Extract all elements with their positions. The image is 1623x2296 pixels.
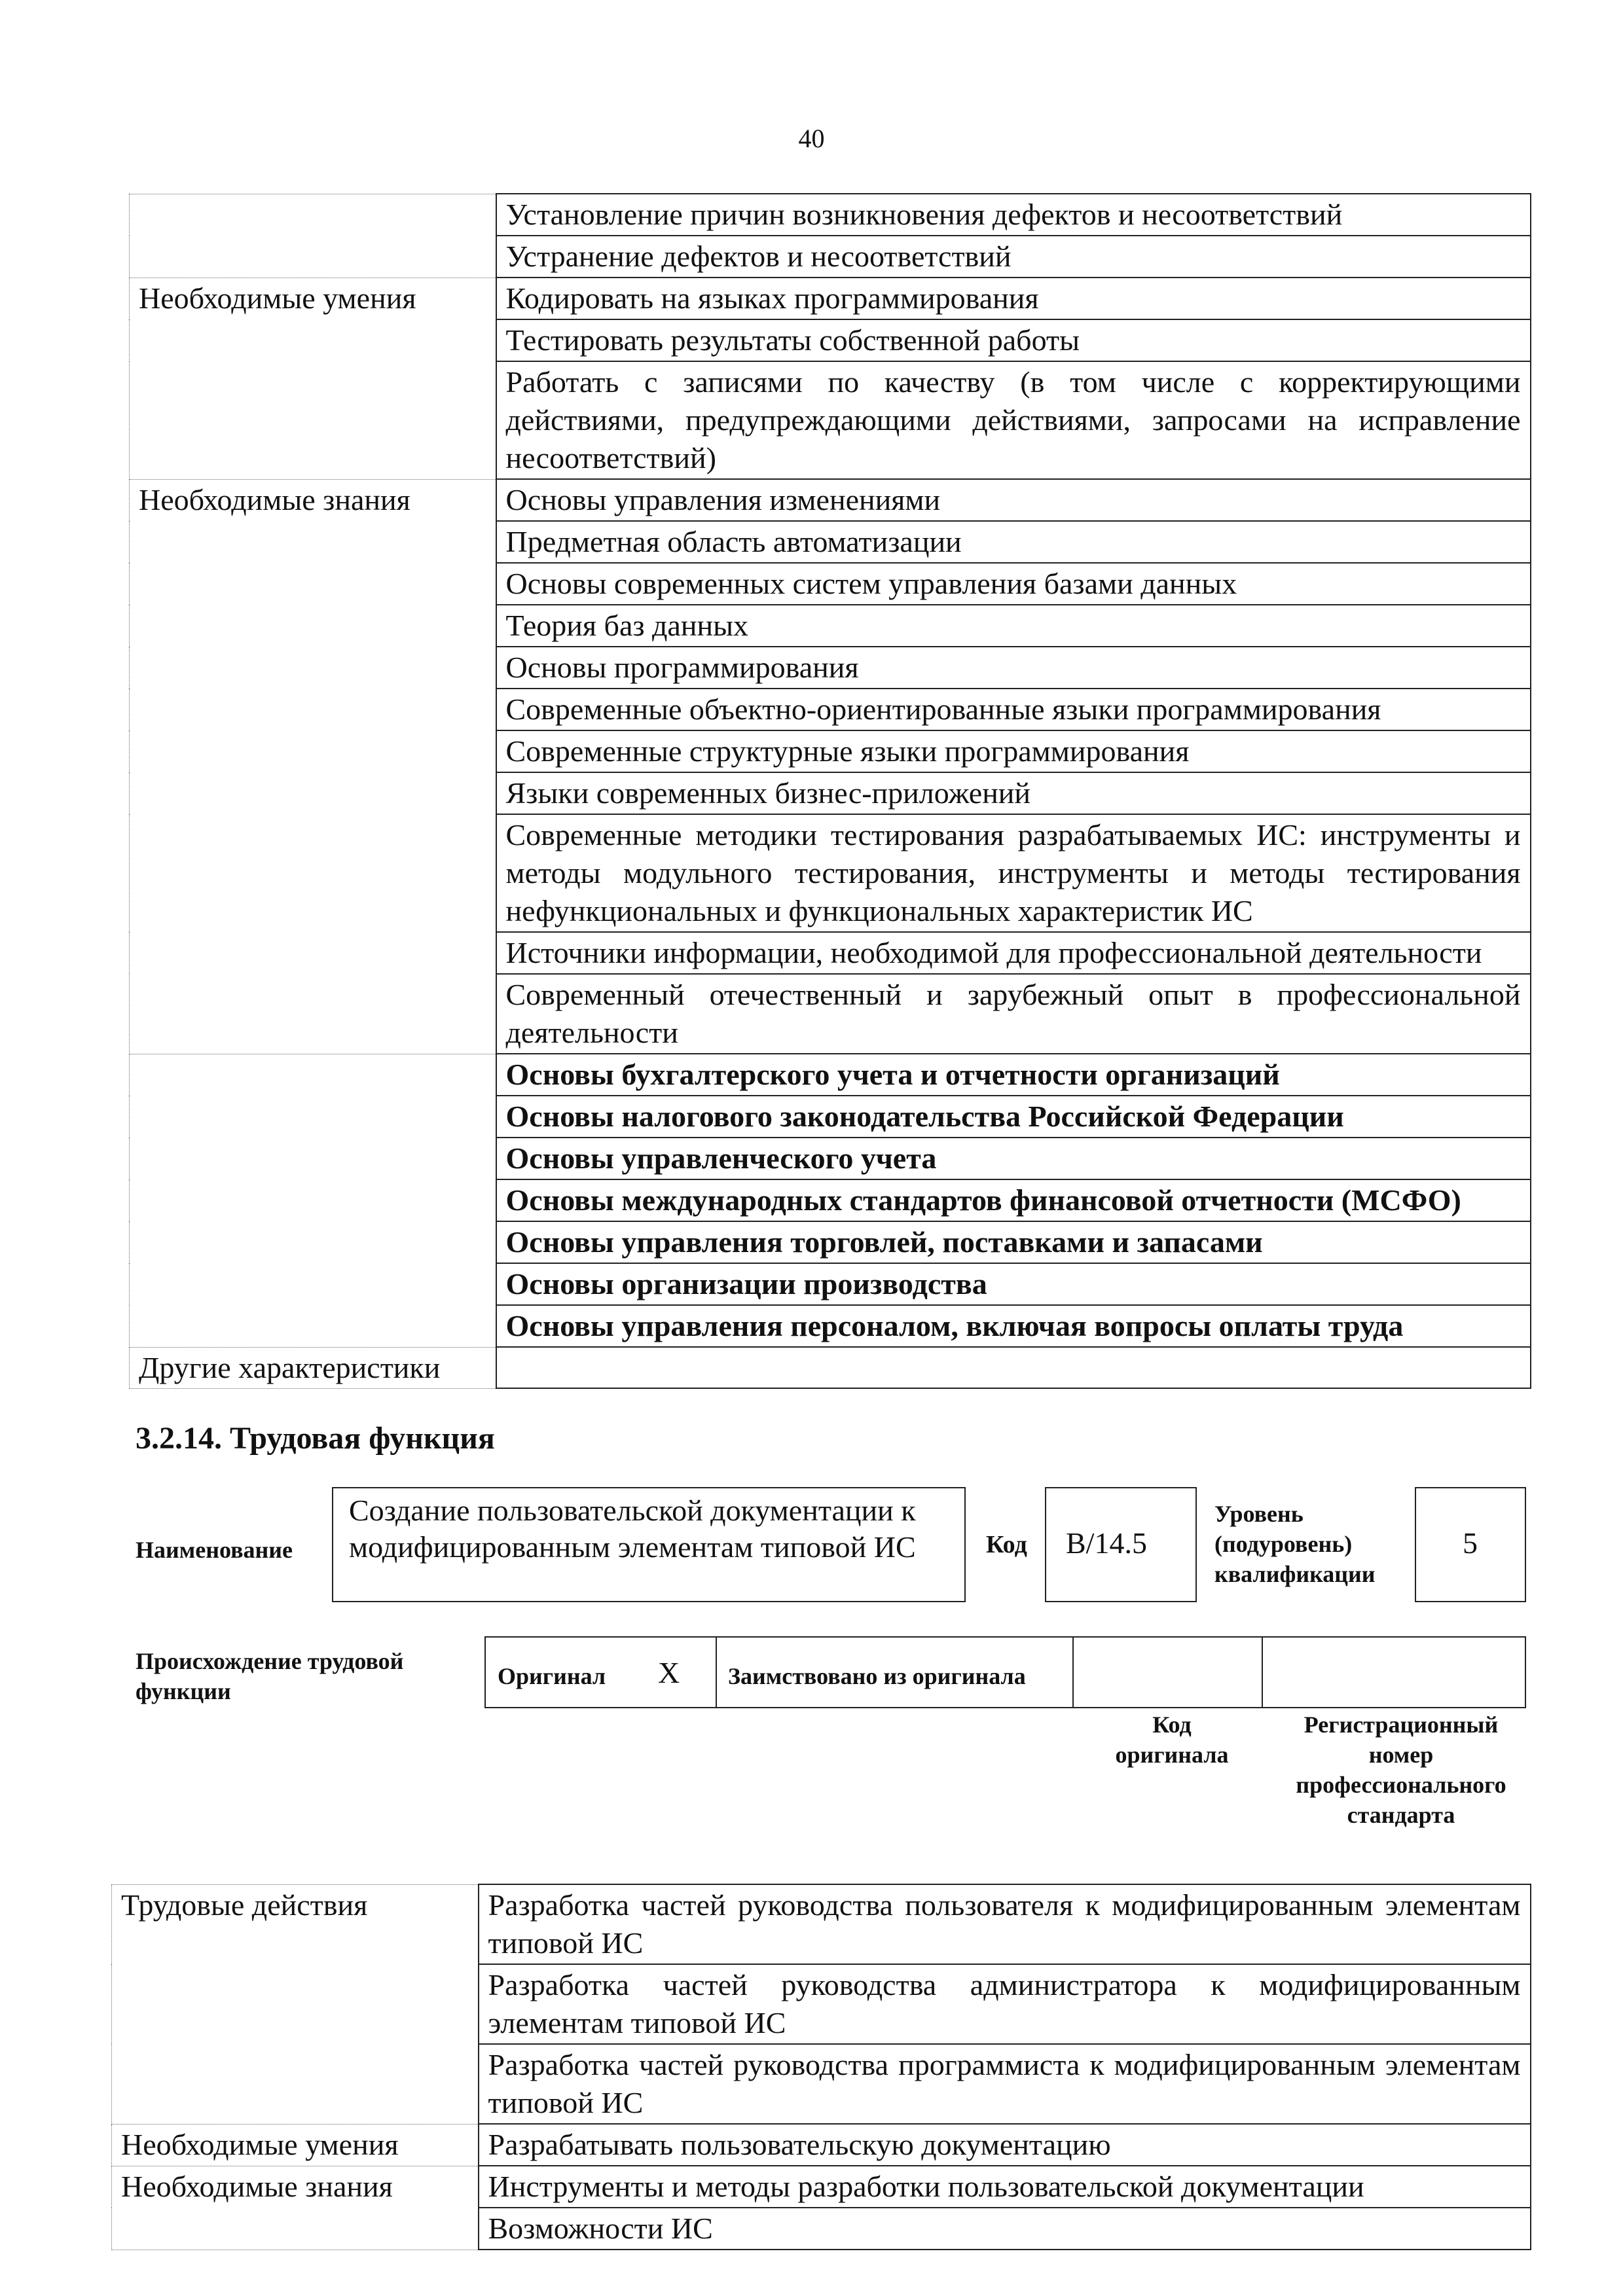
row-value: Установление причин возникновения дефектов и несоответствий — [496, 194, 1531, 236]
row-value — [496, 1347, 1531, 1388]
level-box — [1415, 1487, 1526, 1602]
row-value: Основы управления изменениями — [496, 479, 1531, 521]
origin-divider — [716, 1636, 718, 1708]
row-label: Необходимые знания — [112, 2166, 479, 2250]
row-value: Основы бухгалтерского учета и отчетности организаций — [496, 1054, 1531, 1096]
row-label: Необходимые умения — [112, 2124, 479, 2166]
name-box — [332, 1487, 966, 1602]
code-value: B/14.5 — [1066, 1526, 1147, 1560]
table-row — [130, 278, 1531, 319]
name-label: Наименование — [136, 1537, 293, 1563]
table-row — [130, 479, 1531, 521]
name-value: Создание пользовательской документации к модифицированным элементам типовой ИС — [349, 1494, 916, 1564]
original-label: Оригинал — [498, 1663, 606, 1689]
origin-label: Происхождение трудовой функции — [136, 1648, 404, 1704]
table-row — [130, 194, 1531, 236]
row-value: Разрабатывать пользовательскую документацию — [479, 2124, 1531, 2166]
row-value: Основы управления торговлей, поставками и запасами — [496, 1221, 1531, 1263]
row-value: Основы международных стандартов финансовой отчетности (МСФО) — [496, 1179, 1531, 1221]
row-value: Основы программирования — [496, 647, 1531, 689]
page-number: 40 — [798, 124, 825, 153]
row-value: Современный отечественный и зарубежный опыт в профессиональной деятельности — [496, 974, 1531, 1054]
row-label: Необходимые знания — [130, 479, 496, 1054]
row-value: Возможности ИС — [479, 2208, 1531, 2250]
row-value: Основы управления персоналом, включая вопросы оплаты труда — [496, 1305, 1531, 1347]
row-value: Предметная область автоматизации — [496, 521, 1531, 563]
row-value: Разработка частей руководства программиста к модифицированным элементам типовой ИС — [479, 2044, 1531, 2124]
level-label: Уровень (подуровень) квалификации — [1214, 1501, 1376, 1587]
row-value: Теория баз данных — [496, 605, 1531, 647]
row-value: Источники информации, необходимой для профессиональной деятельности — [496, 932, 1531, 974]
reg-number-caption: Регистрационный номер профессионального стандарта — [1296, 1712, 1506, 1828]
row-value: Работать с записями по качеству (в том числе с корректирующими действиями, предупреждающими действиями, запросами на исправление несоответствий) — [496, 361, 1531, 479]
row-value: Основы налогового законодательства Российской Федерации — [496, 1096, 1531, 1138]
code-original-caption: Код оригинала — [1115, 1712, 1229, 1768]
row-value: Разработка частей руководства пользователя к модифицированным элементам типовой ИС — [479, 1884, 1531, 1964]
row-value: Тестировать результаты собственной работы — [496, 319, 1531, 361]
row-label: Необходимые умения — [130, 278, 496, 479]
table-row — [130, 1347, 1531, 1388]
origin-divider — [1072, 1636, 1074, 1708]
row-value: Кодировать на языках программирования — [496, 278, 1531, 319]
row-value: Основы организации производства — [496, 1263, 1531, 1305]
row-value: Основы управленческого учета — [496, 1138, 1531, 1179]
row-value: Инструменты и методы разработки пользовательской документации — [479, 2166, 1531, 2208]
competency-table-bottom — [111, 1884, 1531, 2250]
competency-table-top — [129, 193, 1531, 1389]
table-row — [130, 1054, 1531, 1096]
row-label: Трудовые действия — [112, 1884, 479, 2124]
row-value: Современные методики тестирования разрабатываемых ИС: инструменты и методы модульного тестирования, инструменты и методы тестирования нефункциональных и функциональных характеристик ИС — [496, 814, 1531, 932]
row-value: Разработка частей руководства администратора к модифицированным элементам типовой ИС — [479, 1964, 1531, 2044]
origin-divider — [1262, 1636, 1264, 1708]
table-row — [112, 1884, 1531, 1964]
borrowed-label: Заимствовано из оригинала — [728, 1663, 1026, 1689]
row-label — [130, 1054, 496, 1347]
table-row — [112, 2166, 1531, 2208]
section-heading: 3.2.14. Трудовая функция — [136, 1421, 495, 1456]
level-value: 5 — [1463, 1526, 1478, 1560]
row-label — [130, 194, 496, 278]
code-label: Код — [986, 1531, 1027, 1558]
original-mark: X — [658, 1656, 680, 1689]
table-row — [112, 2124, 1531, 2166]
row-label: Другие характеристики — [130, 1347, 496, 1388]
code-box — [1045, 1487, 1197, 1602]
row-value: Основы современных систем управления базами данных — [496, 563, 1531, 605]
row-value: Устранение дефектов и несоответствий — [496, 236, 1531, 278]
row-value: Современные структурные языки программирования — [496, 730, 1531, 772]
row-value: Современные объектно-ориентированные языки программирования — [496, 689, 1531, 730]
row-value: Языки современных бизнес-приложений — [496, 772, 1531, 814]
